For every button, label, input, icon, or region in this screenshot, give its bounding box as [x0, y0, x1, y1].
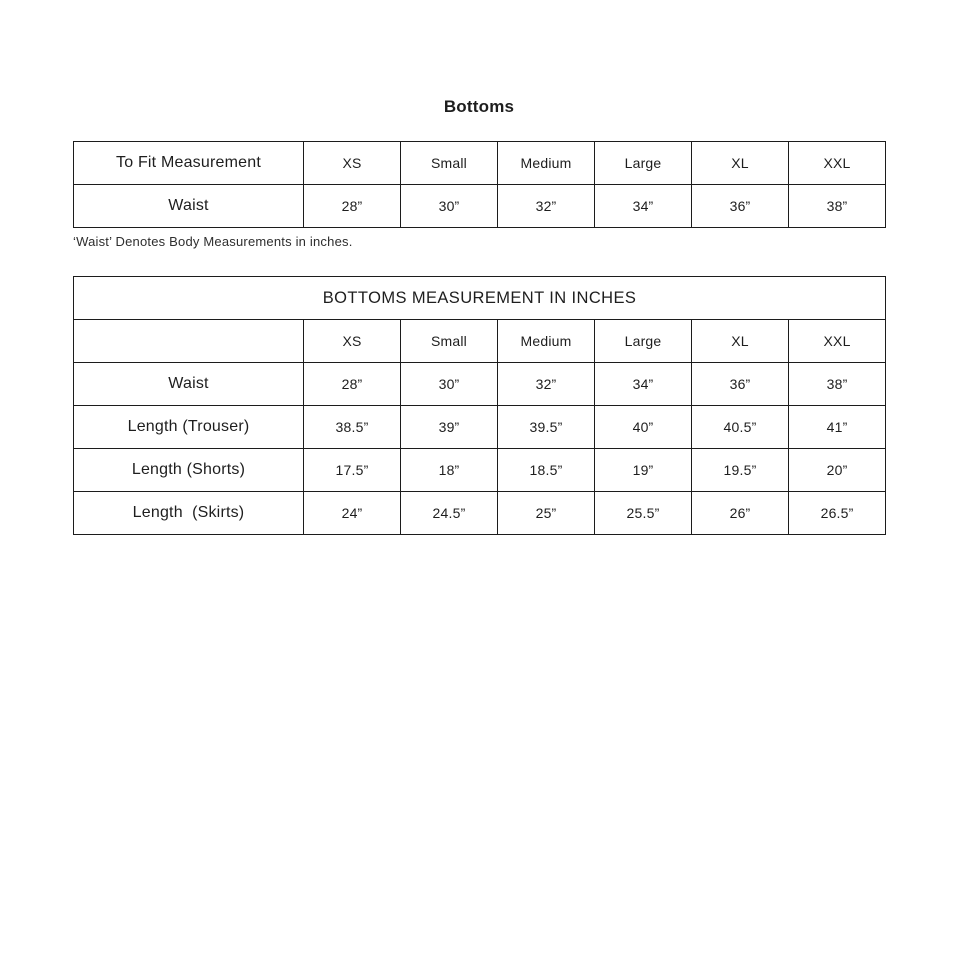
size-header-xs: XS — [304, 142, 401, 185]
value-cell: 40” — [595, 406, 692, 449]
value-cell: 19.5” — [692, 449, 789, 492]
size-header-xl: XL — [692, 142, 789, 185]
value-cell: 38” — [789, 363, 886, 406]
value-cell: 30” — [401, 185, 498, 228]
value-cell: 25.5” — [595, 492, 692, 535]
size-header-medium: Medium — [498, 142, 595, 185]
value-cell: 24.5” — [401, 492, 498, 535]
size-header-large: Large — [595, 142, 692, 185]
empty-corner-cell — [74, 320, 304, 363]
measurement-row-length-trouser — [74, 406, 886, 449]
fit-table-header-row — [74, 142, 886, 185]
value-cell: 38” — [789, 185, 886, 228]
measurement-table-header-row — [74, 320, 886, 363]
value-cell: 19” — [595, 449, 692, 492]
fit-table-header-label: To Fit Measurement — [74, 142, 304, 185]
row-label: Waist — [74, 185, 304, 228]
row-label: Waist — [74, 363, 304, 406]
value-cell: 17.5” — [304, 449, 401, 492]
size-header-small: Small — [401, 142, 498, 185]
value-cell: 26.5” — [789, 492, 886, 535]
value-cell: 28” — [304, 363, 401, 406]
value-cell: 39.5” — [498, 406, 595, 449]
measurement-table-title: BOTTOMS MEASUREMENT IN INCHES — [74, 277, 886, 320]
value-cell: 38.5” — [304, 406, 401, 449]
size-header-xs: XS — [304, 320, 401, 363]
value-cell: 32” — [498, 185, 595, 228]
value-cell: 40.5” — [692, 406, 789, 449]
page-title: Bottoms — [443, 97, 515, 116]
value-cell: 41” — [789, 406, 886, 449]
value-cell: 30” — [401, 363, 498, 406]
measurement-table — [73, 276, 886, 535]
row-label: Length (Shorts) — [74, 449, 304, 492]
value-cell: 34” — [595, 363, 692, 406]
fit-table-row-waist — [74, 185, 886, 228]
value-cell: 34” — [595, 185, 692, 228]
size-header-small: Small — [401, 320, 498, 363]
value-cell: 32” — [498, 363, 595, 406]
measurement-row-length-shorts — [74, 449, 886, 492]
fit-table — [73, 141, 886, 228]
value-cell: 26” — [692, 492, 789, 535]
value-cell: 39” — [401, 406, 498, 449]
value-cell: 18” — [401, 449, 498, 492]
waist-footnote: ‘Waist’ Denotes Body Measurements in inches. — [73, 234, 353, 249]
measurement-row-length-skirts — [74, 492, 886, 535]
size-header-xl: XL — [692, 320, 789, 363]
row-label: Length (Trouser) — [74, 406, 304, 449]
size-chart-content — [73, 97, 885, 535]
value-cell: 24” — [304, 492, 401, 535]
value-cell: 18.5” — [498, 449, 595, 492]
value-cell: 36” — [692, 185, 789, 228]
value-cell: 20” — [789, 449, 886, 492]
value-cell: 25” — [498, 492, 595, 535]
size-header-large: Large — [595, 320, 692, 363]
size-header-xxl: XXL — [789, 142, 886, 185]
measurement-table-title-row — [74, 277, 886, 320]
size-header-medium: Medium — [498, 320, 595, 363]
measurement-row-waist — [74, 363, 886, 406]
value-cell: 28” — [304, 185, 401, 228]
size-header-xxl: XXL — [789, 320, 886, 363]
row-label: Length (Skirts) — [74, 492, 304, 535]
value-cell: 36” — [692, 363, 789, 406]
